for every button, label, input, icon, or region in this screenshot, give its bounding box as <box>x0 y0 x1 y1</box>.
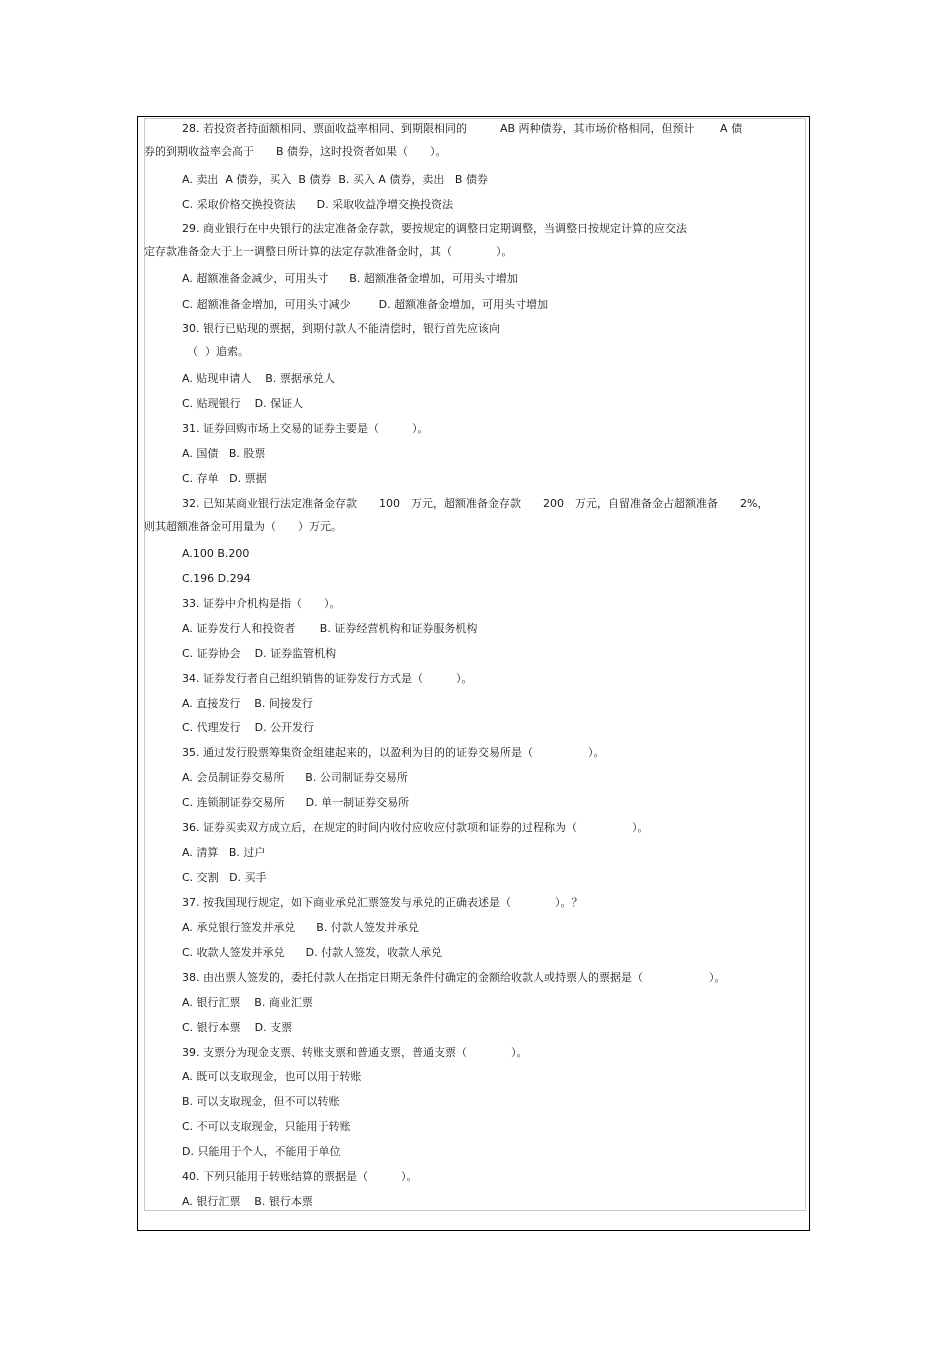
question-stem-line: 定存款准备金大于上一调整日所计算的法定存款准备金时，其（ ）。 <box>144 245 513 258</box>
answer-option-line: C. 收款人签发并承兑 D. 付款人签发，收款人承兑 <box>182 946 443 959</box>
question-stem-line: 券的到期收益率会高于 B 债券，这时投资者如果（ ）。 <box>144 145 447 158</box>
answer-option-line: A. 证券发行人和投资者 B. 证券经营机构和证券服务机构 <box>182 622 478 635</box>
question-stem-line: 30. 银行已贴现的票据，到期付款人不能清偿时，银行首先应该向 <box>182 322 500 335</box>
question-stem-line: 33. 证券中介机构是指（ ）。 <box>182 597 341 610</box>
question-stem-line: （ ）追索。 <box>187 345 249 358</box>
question-stem-line: 34. 证券发行者自己组织销售的证券发行方式是（ ）。 <box>182 672 473 685</box>
question-stem-line: 40. 下列只能用于转账结算的票据是（ ）。 <box>182 1170 418 1183</box>
answer-option-line: A. 贴现申请人 B. 票据承兑人 <box>182 372 335 385</box>
answer-option-line: C. 贴现银行 D. 保证人 <box>182 397 304 410</box>
answer-option-line: A. 会员制证券交易所 B. 公司制证券交易所 <box>182 771 408 784</box>
answer-option-line: B. 可以支取现金，但不可以转账 <box>182 1095 340 1108</box>
answer-option-line: C. 超额准备金增加，可用头寸减少 D. 超额准备金增加，可用头寸增加 <box>182 298 549 311</box>
question-stem-line: 35. 通过发行股票筹集资金组建起来的，以盈利为目的的证券交易所是（ ）。 <box>182 746 605 759</box>
question-stem-line: 29. 商业银行在中央银行的法定准备金存款，要按规定的调整日定期调整，当调整日按规定计算的应交法 <box>182 222 687 235</box>
answer-option-line: A.100 B.200 <box>182 547 250 560</box>
question-stem-line: 31. 证券回购市场上交易的证券主要是（ ）。 <box>182 422 429 435</box>
answer-option-line: A. 承兑银行签发并承兑 B. 付款人签发并承兑 <box>182 921 419 934</box>
answer-option-line: D. 只能用于个人，不能用于单位 <box>182 1145 341 1158</box>
question-stem-line: 39. 支票分为现金支票、转账支票和普通支票，普通支票（ ）。 <box>182 1046 528 1059</box>
answer-option-line: A. 既可以支取现金，也可以用于转账 <box>182 1070 362 1083</box>
answer-option-line: A. 超额准备金减少，可用头寸 B. 超额准备金增加，可用头寸增加 <box>182 272 518 285</box>
question-stem-line: 36. 证券买卖双方成立后，在规定的时间内收付应收应付款项和证券的过程称为（ ）。 <box>182 821 649 834</box>
answer-option-line: C.196 D.294 <box>182 572 251 585</box>
answer-option-line: A. 银行汇票 B. 商业汇票 <box>182 996 313 1009</box>
question-stem-line: 则其超额准备金可用量为（ ）万元。 <box>144 520 342 533</box>
question-stem-line: 28. 若投资者持面额相同、票面收益率相同、到期限相同的 AB 两种债券，其市场价格相同，但预计 A 债 <box>182 122 743 135</box>
question-stem-line: 38. 由出票人签发的，委托付款人在指定日期无条件付确定的金额给收款人或持票人的票据是（ ）。 <box>182 971 726 984</box>
answer-option-line: C. 交割 D. 买手 <box>182 871 267 884</box>
question-stem-line: 37. 按我国现行规定，如下商业承兑汇票签发与承兑的正确表述是（ ）。？ <box>182 896 583 909</box>
answer-option-line: A. 清算 B. 过户 <box>182 846 266 859</box>
answer-option-line: C. 连锁制证券交易所 D. 单一制证券交易所 <box>182 796 410 809</box>
answer-option-line: C. 银行本票 D. 支票 <box>182 1021 293 1034</box>
answer-option-line: C. 代理发行 D. 公开发行 <box>182 721 315 734</box>
answer-option-line: A. 银行汇票 B. 银行本票 <box>182 1195 313 1208</box>
answer-option-line: C. 不可以支取现金，只能用于转账 <box>182 1120 351 1133</box>
answer-option-line: A. 卖出 A 债券，买入 B 债券 B. 买入 A 债券，卖出 B 债券 <box>182 173 488 186</box>
answer-option-line: C. 存单 D. 票据 <box>182 472 267 485</box>
question-stem-line: 32. 已知某商业银行法定准备金存款 100 万元，超额准备金存款 200 万元，自留准备金占超额准备 2%， <box>182 497 769 510</box>
answer-option-line: A. 国债 B. 股票 <box>182 447 266 460</box>
answer-option-line: A. 直接发行 B. 间接发行 <box>182 697 313 710</box>
answer-option-line: C. 证券协会 D. 证券监管机构 <box>182 647 337 660</box>
answer-option-line: C. 采取价格交换投资法 D. 采取收益净增交换投资法 <box>182 198 454 211</box>
